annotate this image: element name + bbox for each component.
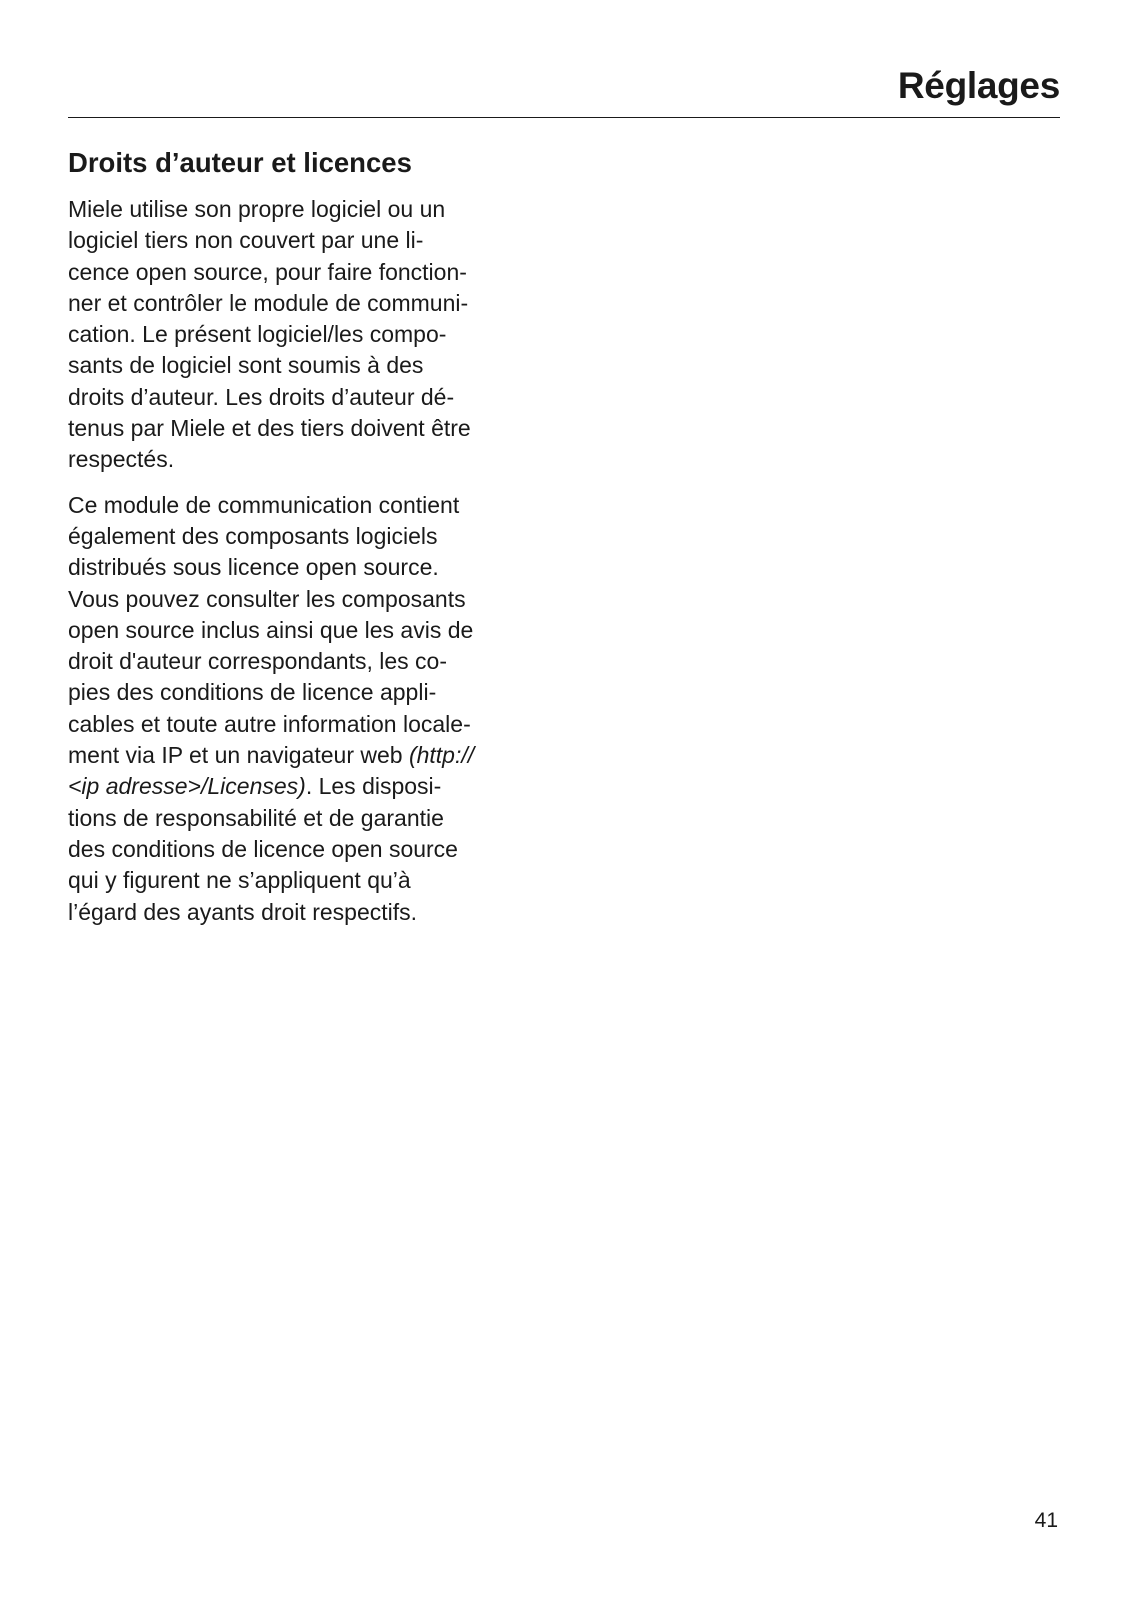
- text-line: tenus par Miele et des tiers doivent être: [68, 415, 471, 442]
- text-line: également des composants logiciels: [68, 522, 438, 549]
- text-line: cence open source, pour faire fonction-: [68, 258, 467, 285]
- text-line: Ce module de communication contient: [68, 491, 460, 518]
- text-line: respectés.: [68, 446, 175, 473]
- text-line: droit d'auteur correspondants, les co-: [68, 648, 447, 675]
- header-divider: [68, 117, 1060, 118]
- text-line: des conditions de licence open source: [68, 835, 458, 862]
- text-line: l’égard des ayants droit respectifs.: [68, 898, 418, 925]
- text-line: pies des conditions de licence appli-: [68, 679, 437, 706]
- page-number: 41: [1034, 1509, 1058, 1532]
- text-line: qui y figurent ne s’appliquent qu’à: [68, 867, 411, 894]
- text-line-with-url: [68, 740, 568, 771]
- text-line: sants de logiciel sont soumis à des: [68, 352, 424, 379]
- text-segment: ment via IP et un navigateur web: [68, 742, 409, 769]
- text-line: Vous pouvez consulter les composants: [68, 585, 466, 612]
- text-line: ner et contrôler le module de communi-: [68, 289, 469, 316]
- license-url-part-1: (http://: [408, 742, 475, 769]
- text-line: cables et toute autre information locale-: [68, 710, 471, 737]
- paragraph-1: [68, 194, 568, 476]
- text-line: droits d’auteur. Les droits d’auteur dé-: [68, 383, 455, 410]
- text-line: tions de responsabilité et de garantie: [68, 804, 444, 831]
- section-heading: Droits d’auteur et licences: [68, 147, 412, 178]
- section-title: Réglages: [897, 65, 1060, 106]
- text-line: cation. Le présent logiciel/les compo-: [68, 321, 447, 348]
- license-url-part-2: <ip adresse>/Licenses): [68, 773, 306, 800]
- paragraph-2: [68, 490, 568, 928]
- text-line: Miele utilise son propre logiciel ou un: [68, 196, 446, 222]
- main-content: [68, 146, 568, 942]
- text-line: logiciel tiers non couvert par une li-: [68, 227, 424, 254]
- text-line-with-url: [68, 771, 568, 802]
- text-segment: . Les disposi-: [305, 773, 442, 800]
- text-line: open source inclus ainsi que les avis de: [68, 616, 474, 643]
- text-line: distribués sous licence open source.: [68, 554, 439, 581]
